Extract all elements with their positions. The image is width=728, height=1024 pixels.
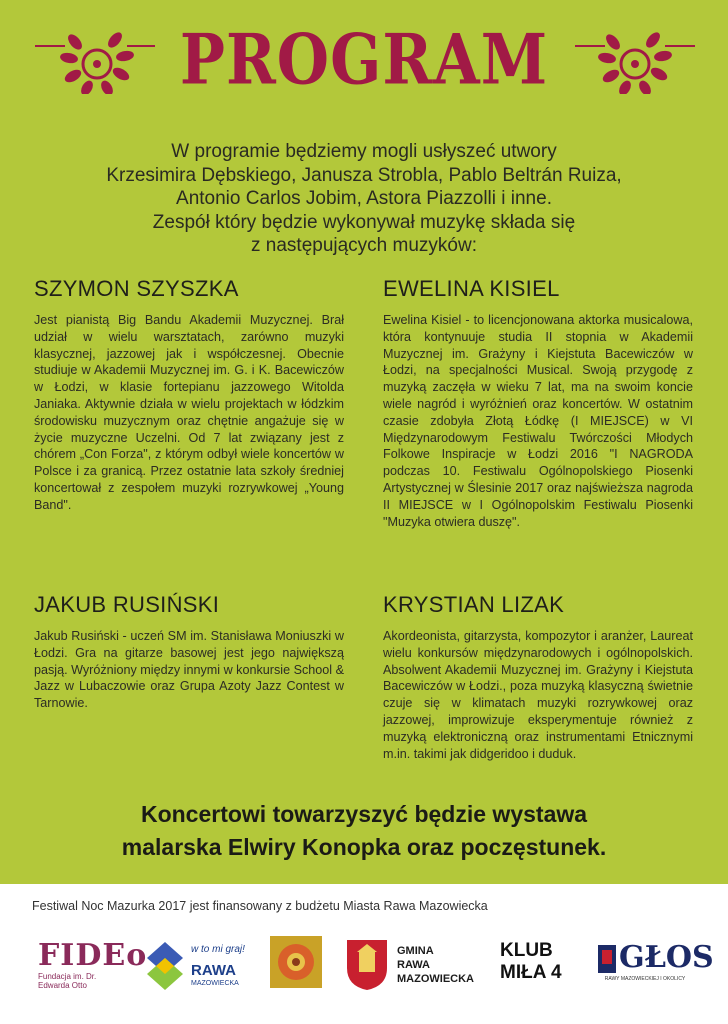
musician-name: JAKUB RUSIŃSKI [34, 592, 220, 617]
gmina-logo [345, 938, 480, 998]
klub-line: KLUB [500, 940, 553, 961]
gmina-line: RAWA [397, 959, 430, 971]
mazurka-emblem-icon [270, 936, 322, 988]
sponsor-logos [0, 932, 728, 1002]
closing-line: malarska Elwiry Konopka oraz poczęstunek. [121, 834, 607, 860]
closing-line: Koncertowi towarzyszyć będzie wystawa [140, 801, 588, 827]
musician-bio: Ewelina Kisiel - to licencjonowana aktorka musicalowa, która kontynuuje studia II stopnia w Akademii Muzycznej im. Grażyny i Kiejstuta Bacewiczów w Łodzi, na specjalności Musical. Swoją przygodę z muzyką zaczęła w wieku 7 lat, ma na swoim koncie wiele nagród i wyróżnień oraz koncertów. W ostatnim czasie zdobyła Złotą Łódkę (I MIEJSCE) w VI Międzynarodowym Festiwalu Twórczości Młodych Folkowe Inspiracje w Łodzi 2016 "I NAGRODA podczas 10. Festiwalu Ogólnopolskiego Piosenki Artystycznej w Ślesinie 2017 oraz najświeższa nagroda II MIEJSCE w I Ogólnopolskim Festiwalu Piosenki "Muzyka otwiera duszę". [383, 313, 693, 529]
musician-bio: Jest pianistą Big Bandu Akademii Muzycznej. Brał udział w wielu warsztatach, zarówno muzyki klasycznej, jazzowej jak i współczesnej. Obecnie studiuje w Akademii Muzycznej im. G. i K. Bacewiczów w Łodzi, w klasie fortepianu jazzowego Witolda Janiaka. Aktywnie działa w wielu projektach w łódzkim środowisku muzycznym oraz chętnie angażuje się w życie muzyczne Uczelni. Od 7 lat związany jest z chórem „Con Forza", z którym odbył wiele koncertów w Polsce i za granicą. Przez ostatnie lata szkoły średniej koncertował z zespołem muzyki rozrywkowej „Young Band". [34, 313, 344, 512]
klub-line: MIŁA 4 [500, 962, 562, 983]
funding-note: Festiwal Noc Mazurka 2017 jest finansowany z budżetu Miasta Rawa Mazowiecka [32, 899, 488, 913]
glos-crest-icon [597, 944, 617, 974]
fideo-logo-mark: FIDEo [38, 938, 148, 973]
intro-text [60, 140, 668, 258]
intro-line: Krzesimira Dębskiego, Janusza Strobla, Pablo Beltrán Ruiza, [106, 164, 622, 186]
ornament-right-icon [575, 28, 695, 94]
musician-name: EWELINA KISIEL [383, 276, 560, 301]
glos-name: GŁOS [619, 940, 714, 975]
rawa-logo [143, 938, 258, 998]
musician-krystian-lizak [383, 592, 693, 762]
fideo-logo-subtitle: Fundacja im. Dr. Edwarda Otto [38, 972, 97, 990]
gmina-line: GMINA [397, 945, 434, 957]
klub-logo [500, 940, 562, 984]
musician-name: KRYSTIAN LIZAK [383, 592, 565, 617]
footer [0, 884, 728, 1024]
coat-of-arms-icon [345, 938, 389, 992]
rawa-tagline: w to mi graj! [191, 944, 245, 955]
gmina-line: MAZOWIECKA [397, 973, 474, 985]
glos-subtitle: RAWY MAZOWIECKIEJ I OKOLICY [604, 976, 686, 982]
musician-ewelina-kisiel [383, 276, 693, 530]
musician-bio: Jakub Rusiński - uczeń SM im. Stanisława Moniuszki w Łodzi. Gra na gitarze basowej jest jego największą pasją. Wyróżniony między innymi w konkursie School & Jazz w Lubaczowie oraz Grupa Azoty Jazz Contest w Tarnowie. [34, 629, 344, 711]
musician-name: SZYMON SZYSZKA [34, 276, 239, 301]
intro-line: z następujących muzyków: [251, 235, 477, 256]
rawa-subtitle: MAZOWIECKA [191, 980, 239, 987]
fideo-logo [38, 938, 148, 990]
intro-line: Zespół który będzie wykonywał muzykę składa się [152, 211, 576, 233]
page-title: PROGRAM [179, 20, 549, 101]
puzzle-icon [143, 938, 187, 994]
musician-jakub-rusinski [34, 592, 344, 712]
musician-szymon-szyszka [34, 276, 344, 514]
gmina-text [397, 944, 474, 986]
musician-bio: Akordeonista, gitarzysta, kompozytor i aranżer, Laureat wielu konkursów międzynarodowych i ogólnopolskich. Absolwent Akademii Muzycznej im. Grażyny i Kiejstuta Bacewiczów w Łodzi., poza muzyką klasyczną świetnie czuje się w klimatach muzyki rozrywkowej oraz jazzowej, improwizuje eksperymentuje również z muzyką elektroniczną oraz instrumentami Etnicznymi m.in. takimi jak didgeridoo i duduk. [383, 629, 693, 761]
intro-line: Antonio Carlos Jobim, Astora Piazzolli i inne. [176, 188, 552, 209]
rawa-name: RAWA [191, 962, 236, 979]
intro-line: W programie będziemy mogli usłyszeć utwory [171, 141, 557, 162]
glos-logo [597, 940, 714, 992]
closing-note [40, 798, 688, 864]
